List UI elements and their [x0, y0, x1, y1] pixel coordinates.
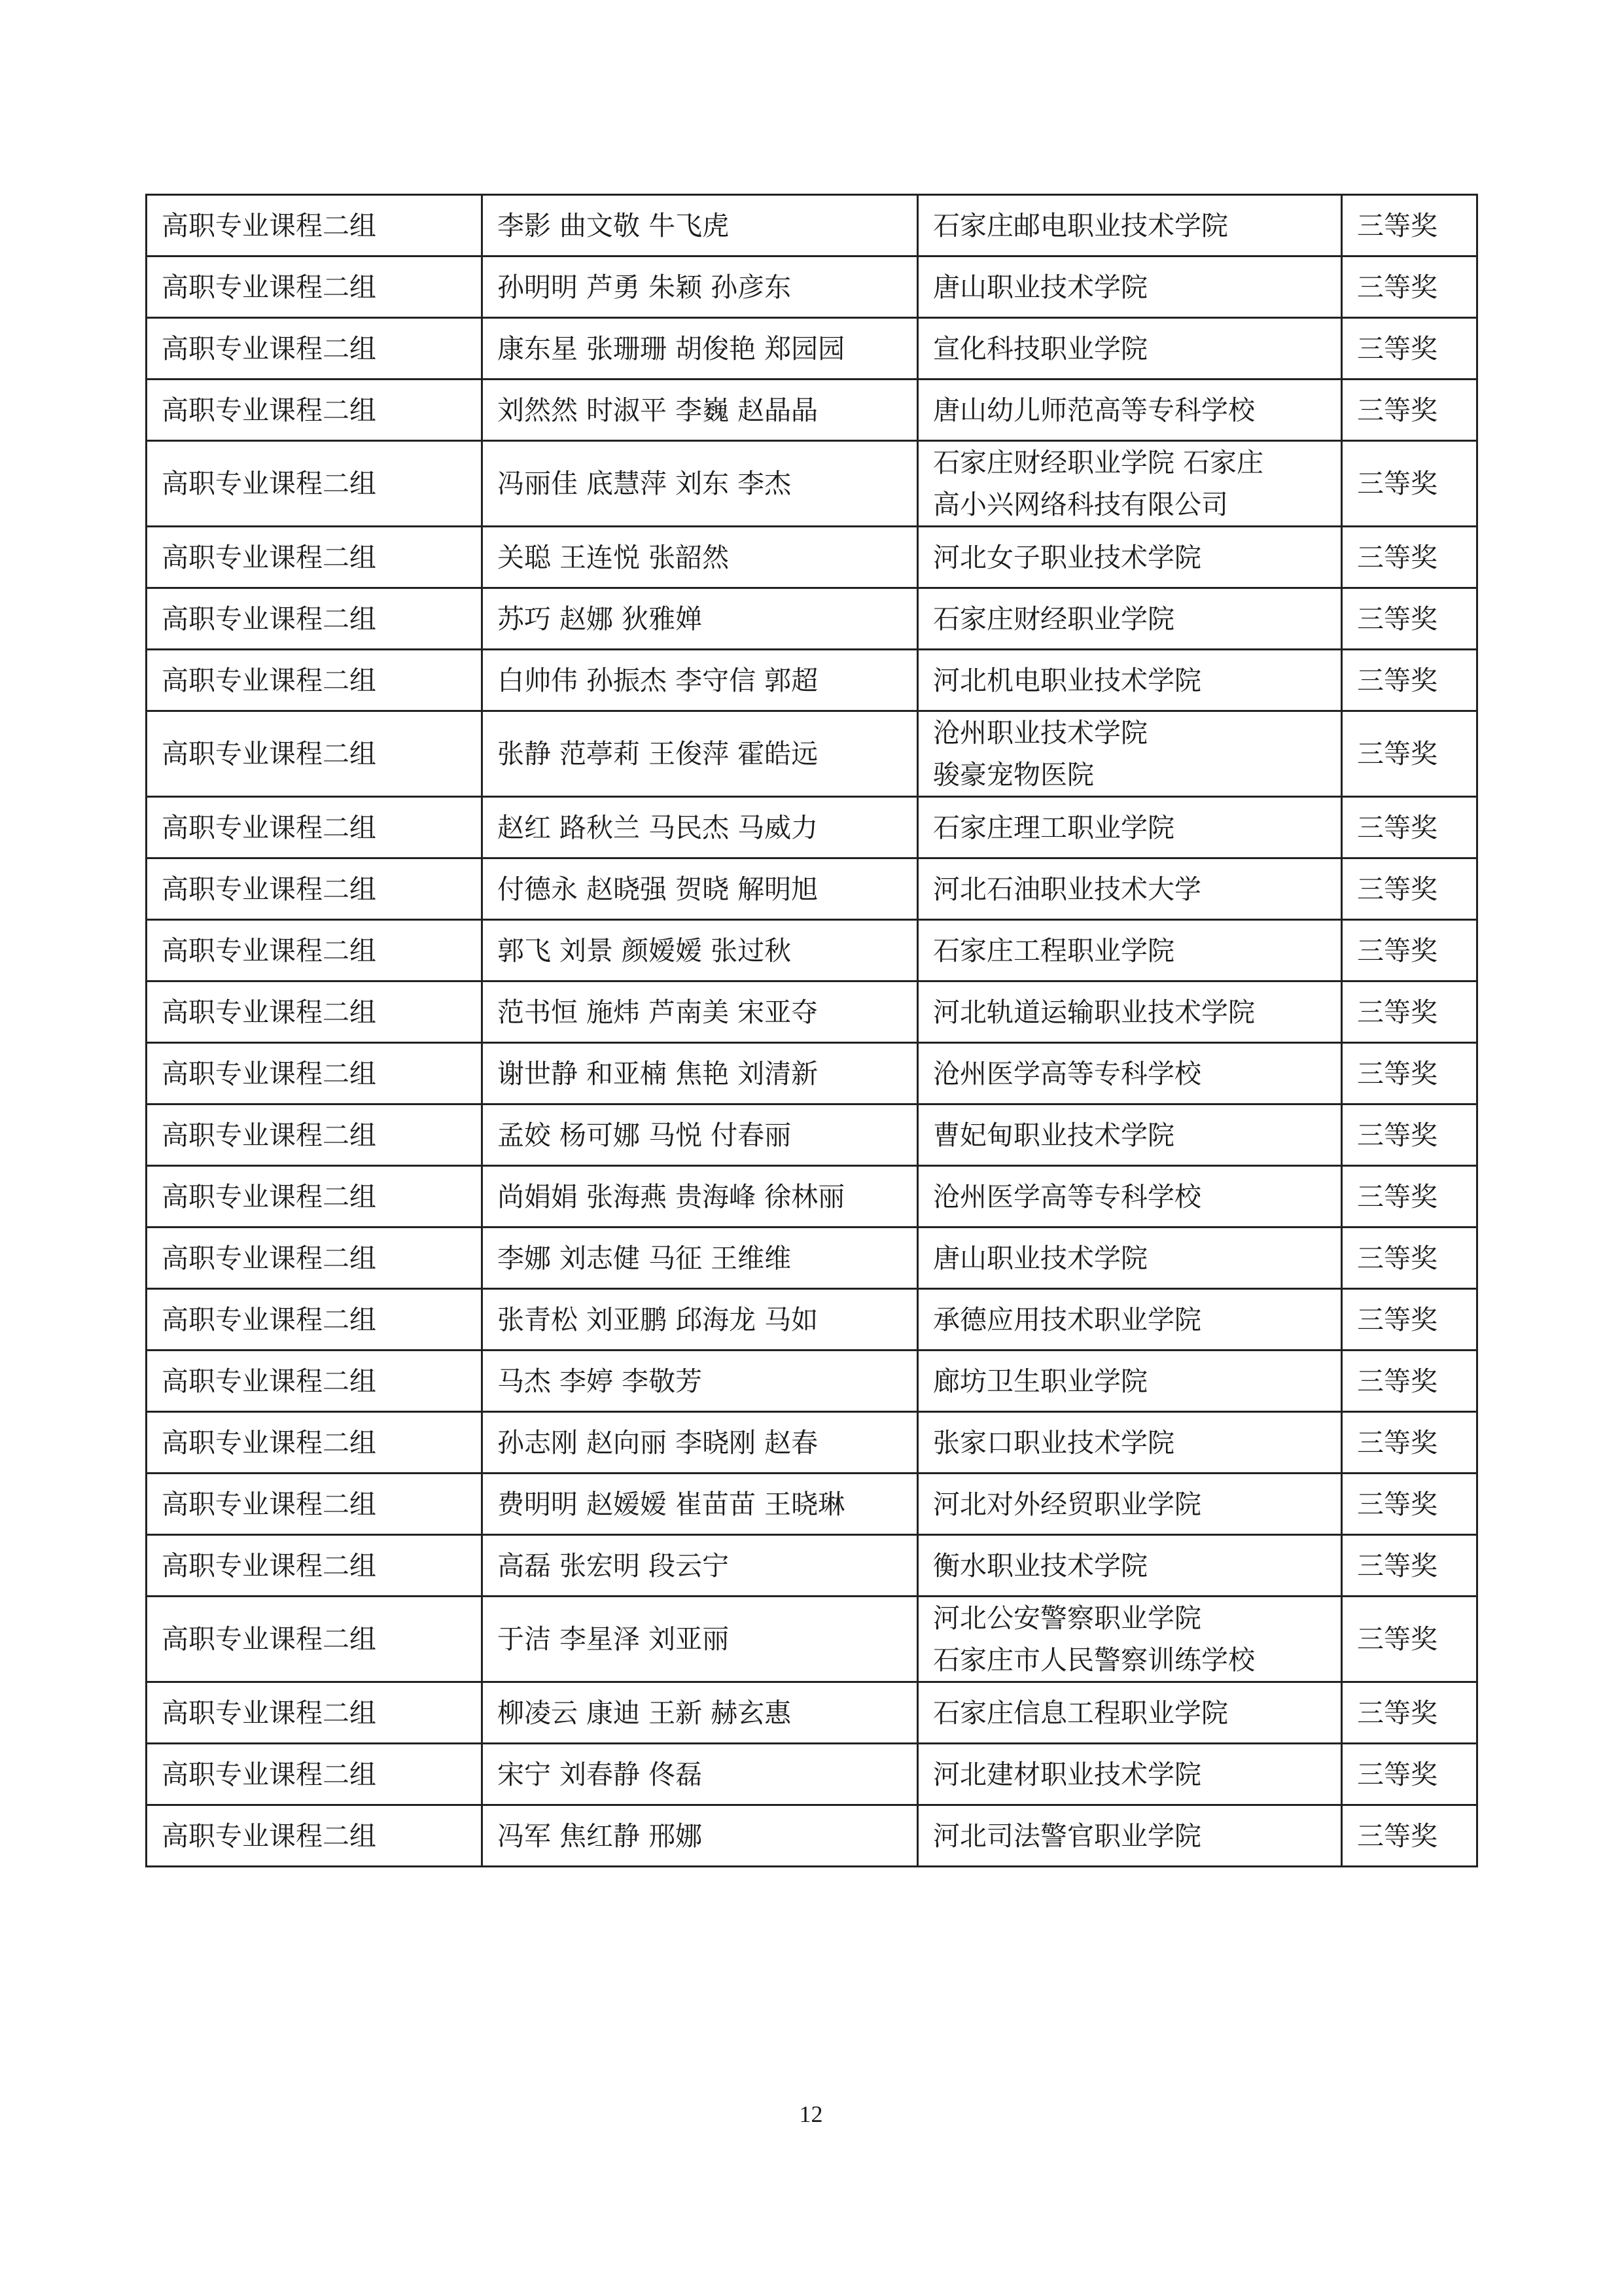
school-line: 衡水职业技术学院	[933, 1549, 1148, 1581]
table-row	[147, 318, 1477, 380]
prize-cell: 三等奖	[1342, 1474, 1477, 1535]
table-row	[147, 1104, 1477, 1166]
table-row	[147, 1166, 1477, 1227]
school-line: 唐山职业技术学院	[933, 271, 1148, 303]
prize-cell: 三等奖	[1342, 1043, 1477, 1104]
school-line: 石家庄理工职业学院	[933, 811, 1174, 843]
table-row	[147, 1043, 1477, 1104]
group-cell: 高职专业课程二组	[147, 1104, 482, 1166]
prize-cell: 三等奖	[1342, 711, 1477, 797]
school-cell	[918, 1682, 1342, 1744]
prize-cell: 三等奖	[1342, 588, 1477, 650]
school-line: 石家庄邮电职业技术学院	[933, 209, 1228, 241]
table-row	[147, 195, 1477, 256]
group-cell: 高职专业课程二组	[147, 650, 482, 711]
members-cell: 苏巧 赵娜 狄雅婵	[482, 588, 918, 650]
school-cell	[918, 1412, 1342, 1474]
school-line: 曹妃甸职业技术学院	[933, 1119, 1174, 1151]
group-cell: 高职专业课程二组	[147, 1805, 482, 1867]
school-cell	[918, 318, 1342, 380]
school-line: 石家庄市人民警察训练学校	[933, 1644, 1255, 1676]
members-cell: 刘然然 时淑平 李巍 赵晶晶	[482, 380, 918, 441]
school-cell	[918, 1535, 1342, 1597]
prize-cell: 三等奖	[1342, 1535, 1477, 1597]
school-line: 河北司法警官职业学院	[933, 1820, 1201, 1852]
group-cell: 高职专业课程二组	[147, 318, 482, 380]
school-cell	[918, 711, 1342, 797]
group-cell: 高职专业课程二组	[147, 920, 482, 981]
group-cell: 高职专业课程二组	[147, 1043, 482, 1104]
members-cell: 张静 范葶莉 王俊萍 霍皓远	[482, 711, 918, 797]
group-cell: 高职专业课程二组	[147, 1682, 482, 1744]
group-cell: 高职专业课程二组	[147, 256, 482, 318]
group-cell: 高职专业课程二组	[147, 1412, 482, 1474]
table-row	[147, 797, 1477, 858]
school-cell	[918, 380, 1342, 441]
school-line: 河北建材职业技术学院	[933, 1758, 1201, 1790]
group-cell: 高职专业课程二组	[147, 797, 482, 858]
school-cell	[918, 1744, 1342, 1805]
members-cell: 谢世静 和亚楠 焦艳 刘清新	[482, 1043, 918, 1104]
table-row	[147, 650, 1477, 711]
members-cell: 柳凌云 康迪 王新 赫玄惠	[482, 1682, 918, 1744]
school-line: 石家庄工程职业学院	[933, 934, 1174, 966]
table-row	[147, 1597, 1477, 1682]
school-line: 石家庄财经职业学院 石家庄	[933, 447, 1264, 478]
school-line: 石家庄信息工程职业学院	[933, 1697, 1228, 1729]
group-cell: 高职专业课程二组	[147, 380, 482, 441]
prize-cell: 三等奖	[1342, 195, 1477, 256]
prize-cell: 三等奖	[1342, 1351, 1477, 1412]
members-cell: 郭飞 刘景 颜嫒嫒 张过秋	[482, 920, 918, 981]
school-line: 骏豪宠物医院	[933, 759, 1094, 790]
members-cell: 李娜 刘志健 马征 王维维	[482, 1227, 918, 1289]
table-row	[147, 588, 1477, 650]
group-cell: 高职专业课程二组	[147, 711, 482, 797]
school-cell	[918, 920, 1342, 981]
members-cell: 费明明 赵嫒嫒 崔苗苗 王晓琳	[482, 1474, 918, 1535]
school-cell	[918, 588, 1342, 650]
school-line: 河北石油职业技术大学	[933, 873, 1201, 905]
group-cell: 高职专业课程二组	[147, 1166, 482, 1227]
members-cell: 尚娟娟 张海燕 贵海峰 徐林丽	[482, 1166, 918, 1227]
table-row	[147, 711, 1477, 797]
group-cell: 高职专业课程二组	[147, 1289, 482, 1351]
school-line: 张家口职业技术学院	[933, 1426, 1174, 1458]
members-cell: 白帅伟 孙振杰 李守信 郭超	[482, 650, 918, 711]
prize-cell: 三等奖	[1342, 441, 1477, 527]
prize-cell: 三等奖	[1342, 981, 1477, 1043]
prize-cell: 三等奖	[1342, 380, 1477, 441]
school-line: 沧州医学高等专科学校	[933, 1180, 1201, 1212]
school-line: 河北轨道运输职业技术学院	[933, 996, 1255, 1028]
table-row	[147, 981, 1477, 1043]
school-cell	[918, 1597, 1342, 1682]
school-cell	[918, 1805, 1342, 1867]
table-row	[147, 527, 1477, 588]
table-row	[147, 920, 1477, 981]
school-cell	[918, 256, 1342, 318]
members-cell: 李影 曲文敬 牛飞虎	[482, 195, 918, 256]
prize-cell: 三等奖	[1342, 650, 1477, 711]
prize-cell: 三等奖	[1342, 1412, 1477, 1474]
school-cell	[918, 797, 1342, 858]
table-row	[147, 1682, 1477, 1744]
prize-cell: 三等奖	[1342, 527, 1477, 588]
group-cell: 高职专业课程二组	[147, 1744, 482, 1805]
school-line: 唐山职业技术学院	[933, 1242, 1148, 1274]
members-cell: 马杰 李婷 李敬芳	[482, 1351, 918, 1412]
school-line: 廊坊卫生职业学院	[933, 1365, 1148, 1397]
group-cell: 高职专业课程二组	[147, 1535, 482, 1597]
school-line: 河北公安警察职业学院	[933, 1602, 1201, 1634]
school-cell	[918, 1043, 1342, 1104]
school-cell	[918, 650, 1342, 711]
page-number: 12	[799, 2101, 823, 2127]
school-line: 沧州医学高等专科学校	[933, 1057, 1201, 1089]
school-cell	[918, 195, 1342, 256]
members-cell: 孙志刚 赵向丽 李晓刚 赵春	[482, 1412, 918, 1474]
prize-cell: 三等奖	[1342, 797, 1477, 858]
group-cell: 高职专业课程二组	[147, 1227, 482, 1289]
school-cell	[918, 1474, 1342, 1535]
school-line: 石家庄财经职业学院	[933, 603, 1174, 635]
table-row	[147, 1412, 1477, 1474]
table-row	[147, 1805, 1477, 1867]
prize-cell: 三等奖	[1342, 256, 1477, 318]
table-row	[147, 1227, 1477, 1289]
group-cell: 高职专业课程二组	[147, 858, 482, 920]
members-cell: 孙明明 芦勇 朱颖 孙彦东	[482, 256, 918, 318]
members-cell: 孟姣 杨可娜 马悦 付春丽	[482, 1104, 918, 1166]
members-cell: 范书恒 施炜 芦南美 宋亚夺	[482, 981, 918, 1043]
school-cell	[918, 1166, 1342, 1227]
table-row	[147, 441, 1477, 527]
members-cell: 冯丽佳 底慧萍 刘东 李杰	[482, 441, 918, 527]
group-cell: 高职专业课程二组	[147, 1597, 482, 1682]
prize-cell: 三等奖	[1342, 1805, 1477, 1867]
prize-cell: 三等奖	[1342, 1166, 1477, 1227]
group-cell: 高职专业课程二组	[147, 588, 482, 650]
prize-cell: 三等奖	[1342, 1597, 1477, 1682]
members-cell: 张青松 刘亚鹏 邱海龙 马如	[482, 1289, 918, 1351]
award-table	[145, 194, 1478, 1867]
members-cell: 冯军 焦红静 邢娜	[482, 1805, 918, 1867]
prize-cell: 三等奖	[1342, 1104, 1477, 1166]
school-cell	[918, 858, 1342, 920]
table-row	[147, 1535, 1477, 1597]
members-cell: 赵红 路秋兰 马民杰 马威力	[482, 797, 918, 858]
table-row	[147, 858, 1477, 920]
table-row	[147, 1744, 1477, 1805]
school-cell	[918, 981, 1342, 1043]
group-cell: 高职专业课程二组	[147, 527, 482, 588]
school-line: 河北对外经贸职业学院	[933, 1488, 1201, 1520]
school-line: 高小兴网络科技有限公司	[933, 489, 1228, 520]
school-line: 唐山幼儿师范高等专科学校	[933, 394, 1255, 426]
prize-cell: 三等奖	[1342, 318, 1477, 380]
table-row	[147, 1474, 1477, 1535]
table-row	[147, 1289, 1477, 1351]
group-cell: 高职专业课程二组	[147, 981, 482, 1043]
table-row	[147, 1351, 1477, 1412]
members-cell: 康东星 张珊珊 胡俊艳 郑园园	[482, 318, 918, 380]
group-cell: 高职专业课程二组	[147, 1351, 482, 1412]
school-cell	[918, 527, 1342, 588]
members-cell: 于洁 李星泽 刘亚丽	[482, 1597, 918, 1682]
members-cell: 高磊 张宏明 段云宁	[482, 1535, 918, 1597]
group-cell: 高职专业课程二组	[147, 195, 482, 256]
school-line: 宣化科技职业学院	[933, 332, 1148, 364]
prize-cell: 三等奖	[1342, 1682, 1477, 1744]
table-row	[147, 380, 1477, 441]
table-row	[147, 256, 1477, 318]
prize-cell: 三等奖	[1342, 858, 1477, 920]
school-line: 沧州职业技术学院	[933, 717, 1148, 749]
school-cell	[918, 1104, 1342, 1166]
school-cell	[918, 1351, 1342, 1412]
group-cell: 高职专业课程二组	[147, 1474, 482, 1535]
members-cell: 宋宁 刘春静 佟磊	[482, 1744, 918, 1805]
members-cell: 付德永 赵晓强 贺晓 解明旭	[482, 858, 918, 920]
award-table-body	[147, 195, 1477, 1867]
school-line: 河北女子职业技术学院	[933, 541, 1201, 573]
school-cell	[918, 1289, 1342, 1351]
group-cell: 高职专业课程二组	[147, 441, 482, 527]
prize-cell: 三等奖	[1342, 1289, 1477, 1351]
school-line: 承德应用技术职业学院	[933, 1303, 1201, 1335]
members-cell: 关聪 王连悦 张韶然	[482, 527, 918, 588]
prize-cell: 三等奖	[1342, 1744, 1477, 1805]
school-cell	[918, 441, 1342, 527]
prize-cell: 三等奖	[1342, 1227, 1477, 1289]
school-line: 河北机电职业技术学院	[933, 664, 1201, 696]
prize-cell: 三等奖	[1342, 920, 1477, 981]
school-cell	[918, 1227, 1342, 1289]
